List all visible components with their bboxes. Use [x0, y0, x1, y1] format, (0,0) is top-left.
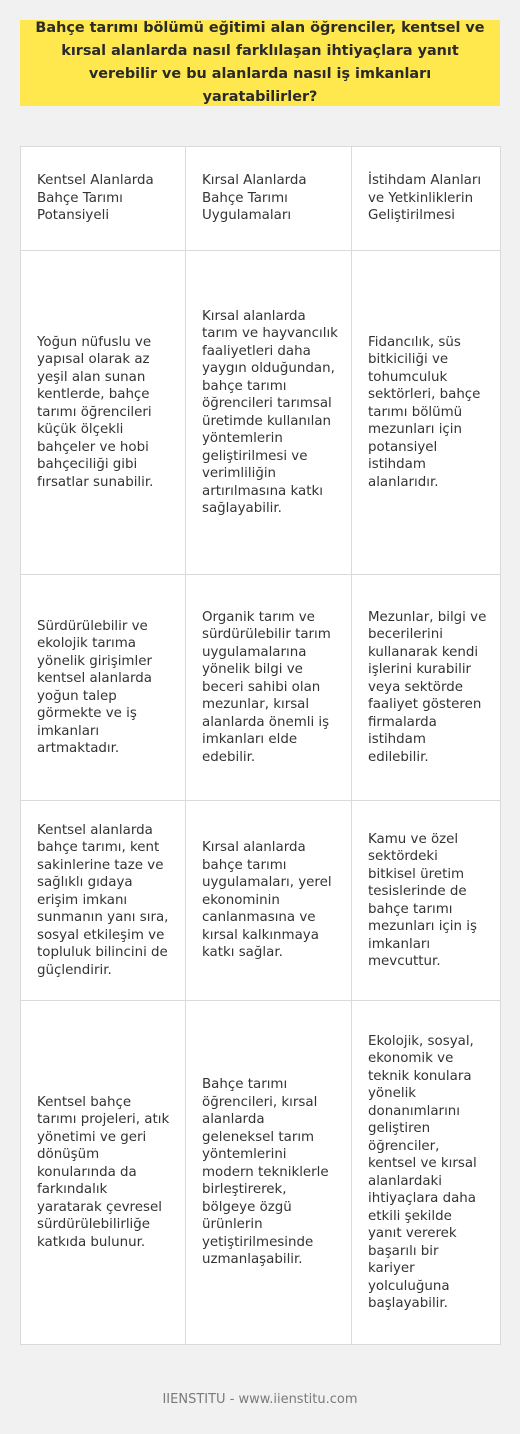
- table-cell: Kırsal alanlarda tarım ve hayvancılık faaliyetleri daha yaygın olduğundan, bahçe tarımı öğrencileri tarımsal üretimde kullanılan yöntemlerin geliştirilmesi ve verimliliğin artırılmasına katkı sağlayabilir.: [186, 251, 352, 575]
- table-row: [21, 801, 501, 1001]
- table-header-row: [21, 147, 501, 251]
- footer-credit: IIENSTITU - www.iienstitu.com: [162, 1392, 358, 1407]
- header-cell-rural: Kırsal Alanlarda Bahçe Tarımı Uygulamaları: [186, 147, 352, 251]
- table-cell: Fidancılık, süs bitkiciliği ve tohumculuk sektörleri, bahçe tarımı bölümü mezunları için potansiyel istihdam alanlarıdır.: [352, 251, 501, 575]
- header-cell-employment: İstihdam Alanları ve Yetkinliklerin Geliştirilmesi: [352, 147, 501, 251]
- table-cell: Kırsal alanlarda bahçe tarımı uygulamaları, yerel ekonominin canlanmasına ve kırsal kalkınmaya katkı sağlar.: [186, 801, 352, 1001]
- table-cell: Ekolojik, sosyal, ekonomik ve teknik konulara yönelik donanımlarını geliştiren öğrenciler, kentsel ve kırsal alanlardaki ihtiyaçlara daha etkili şekilde yanıt vererek başarılı bir kariyer yolculuğuna başlayabilir.: [352, 1001, 501, 1345]
- table-cell: Bahçe tarımı öğrencileri, kırsal alanlarda geleneksel tarım yöntemlerini modern tekniklerle birleştirerek, bölgeye özgü ürünlerin yetiştirilmesinde uzmanlaşabilir.: [186, 1001, 352, 1345]
- header-cell-urban: Kentsel Alanlarda Bahçe Tarımı Potansiyeli: [21, 147, 186, 251]
- table-row: [21, 575, 501, 801]
- table-cell: Kentsel bahçe tarımı projeleri, atık yönetimi ve geri dönüşüm konularında da farkındalık yaratarak çevresel sürdürülebilirliğe katkıda bulunur.: [21, 1001, 186, 1345]
- table-cell: Kamu ve özel sektördeki bitkisel üretim tesislerinde de bahçe tarımı mezunları için iş imkanları mevcuttur.: [352, 801, 501, 1001]
- table-row: [21, 251, 501, 575]
- title-banner: [20, 20, 500, 106]
- page-title: Bahçe tarımı bölümü eğitimi alan öğrenciler, kentsel ve kırsal alanlarda nasıl farklılaşan ihtiyaçlara yanıt verebilir ve bu alanlarda nasıl iş imkanları yaratabilirler?: [35, 20, 485, 105]
- table-row: [21, 1001, 501, 1345]
- table-cell: Organik tarım ve sürdürülebilir tarım uygulamalarına yönelik bilgi ve beceri sahibi olan mezunlar, kırsal alanlarda önemli iş imkanları elde edebilir.: [186, 575, 352, 801]
- comparison-table: [20, 146, 501, 1345]
- table-cell: Sürdürülebilir ve ekolojik tarıma yönelik girişimler kentsel alanlarda yoğun talep görmekte ve iş imkanları artmaktadır.: [21, 575, 186, 801]
- table-cell: Kentsel alanlarda bahçe tarımı, kent sakinlerine taze ve sağlıklı gıdaya erişim imkanı sunmanın yanı sıra, sosyal etkileşim ve topluluk bilincini de güçlendirir.: [21, 801, 186, 1001]
- table-cell: Yoğun nüfuslu ve yapısal olarak az yeşil alan sunan kentlerde, bahçe tarımı öğrencileri küçük ölçekli bahçeler ve hobi bahçeciliği gibi fırsatlar sunabilir.: [21, 251, 186, 575]
- table-cell: Mezunlar, bilgi ve becerilerini kullanarak kendi işlerini kurabilir veya sektörde faaliyet gösteren firmalarda istihdam edilebilir.: [352, 575, 501, 801]
